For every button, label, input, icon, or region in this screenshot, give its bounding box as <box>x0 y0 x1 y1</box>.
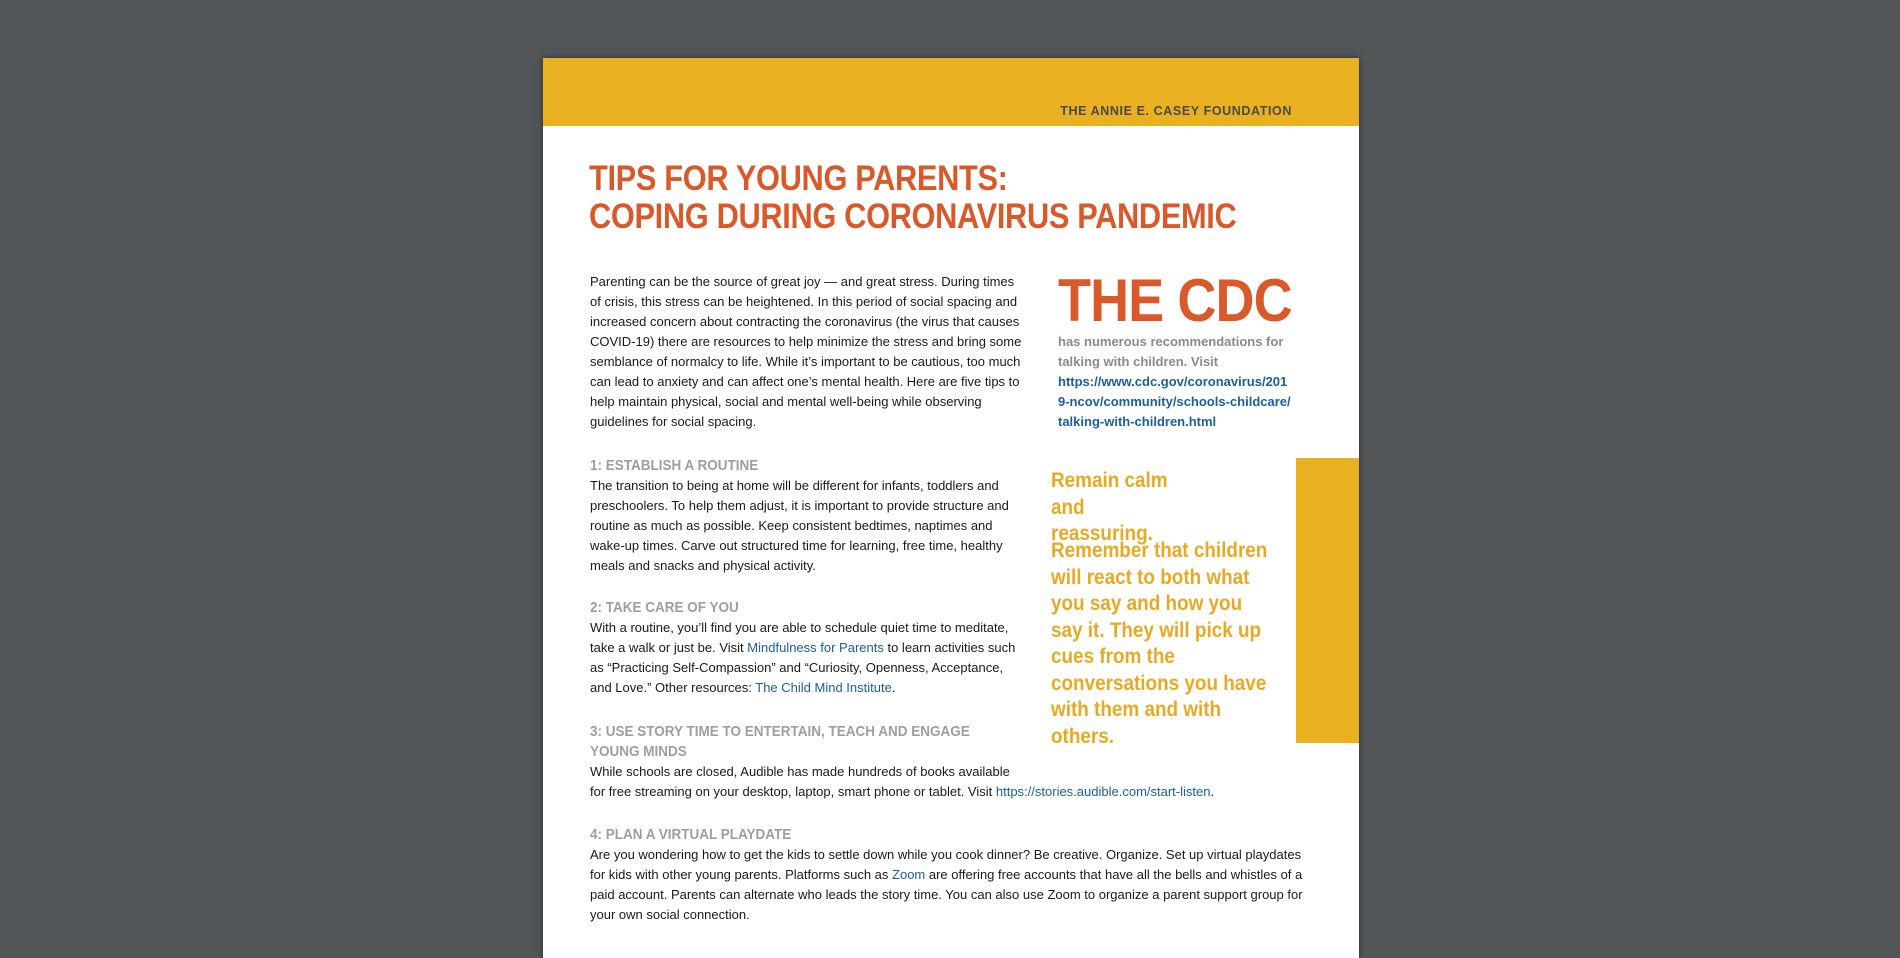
cdc-heading: THE CDC <box>1058 267 1292 334</box>
title-line-1: TIPS FOR YOUNG PARENTS: <box>589 159 1008 198</box>
body-text: to learn activities such as “Practicing Self-Compassion” and “Curiosity, Openness, Acceptance, and Love.” Other resources: <box>590 640 1016 695</box>
section-body: The transition to being at home will be different for infants, toddlers and preschoolers. To help them adjust, it is important to provide structure and routine as much as possible. Keep consistent bedtimes, naptimes and wake-up times. Carve out structured time for learning, free time, healthy meals and snacks and physical activity. <box>590 478 1009 573</box>
cdc-link[interactable]: https://www.cdc.gov/coronavirus/2019-ncov/community/schools-childcare/talking-with-children.html <box>1058 374 1291 429</box>
callout-remember: Remember that children will react to both what you say and how you say it. They will pick up cues from the conversations you have with them and with others. <box>1051 539 1268 748</box>
body-text: for free streaming on your desktop, laptop, smart phone or tablet. Visit <box>590 784 996 799</box>
cdc-sidebar <box>1058 267 1308 432</box>
section-establish-routine <box>590 456 1028 576</box>
gold-accent-bar <box>1296 458 1359 743</box>
section-heading: 2: TAKE CARE OF YOU <box>590 599 739 616</box>
body-text: . <box>1210 784 1215 799</box>
section-body <box>590 762 1310 802</box>
body-text: are offering free accounts that have all the bells and whistles of a paid account. Parents can alternate who leads the story time. You can also use Zoom to organize a parent support group for your own social connection. <box>590 867 1303 922</box>
document-page <box>543 58 1359 958</box>
section-body <box>590 618 1028 698</box>
section-virtual-playdate <box>590 825 1310 925</box>
section-take-care <box>590 598 1028 698</box>
heading-line-1: 3: USE STORY TIME TO ENTERTAIN, TEACH AND ENGAGE <box>590 723 970 740</box>
body-text: Are you wondering how to get the kids to settle down while you cook dinner? Be creative. Organize. Set up virtual playdates for kids with other young parents. Platforms such as <box>590 847 1302 882</box>
section-heading: 1: ESTABLISH A ROUTINE <box>590 457 759 474</box>
mindfulness-link[interactable]: Mindfulness for Parents <box>747 640 884 655</box>
body-line-1: While schools are closed, Audible has made hundreds of books available <box>590 764 1010 779</box>
page-title <box>589 160 1236 236</box>
header-banner <box>543 58 1359 126</box>
section-body <box>590 845 1310 925</box>
callout-remain-calm: Remain calm and reassuring. <box>1051 469 1168 545</box>
title-line-2: COPING DURING CORONAVIRUS PANDEMIC <box>589 197 1237 236</box>
audible-link[interactable]: https://stories.audible.com/start-listen <box>995 784 1211 799</box>
intro-paragraph: Parenting can be the source of great joy — and great stress. During times of crisis, this stress can be heightened. In this period of social spacing and increased concern about contracting the coronavirus (the virus that causes COVID-19) there are resources to help minimize the stress and bring some semblance of normalcy to life. While it’s important to be cautious, too much can lead to anxiety and can affect one’s mental health. Here are five tips to help maintain physical, social and mental well-being while observing guidelines for social spacing. <box>590 274 1022 429</box>
cdc-description: has numerous recommendations for talking with children. Visit <box>1058 334 1284 369</box>
heading-line-2: YOUNG MINDS <box>590 743 687 760</box>
organization-name: THE ANNIE E. CASEY FOUNDATION <box>1060 104 1292 118</box>
child-mind-institute-link[interactable]: The Child Mind Institute <box>755 680 892 695</box>
body-text: . <box>891 680 896 695</box>
zoom-link[interactable]: Zoom <box>892 867 926 882</box>
body-text: With a routine, you’ll find you are able to schedule quiet time to meditate, take a walk or just be. Visit <box>590 620 1009 655</box>
section-heading: 4: PLAN A VIRTUAL PLAYDATE <box>590 826 792 843</box>
